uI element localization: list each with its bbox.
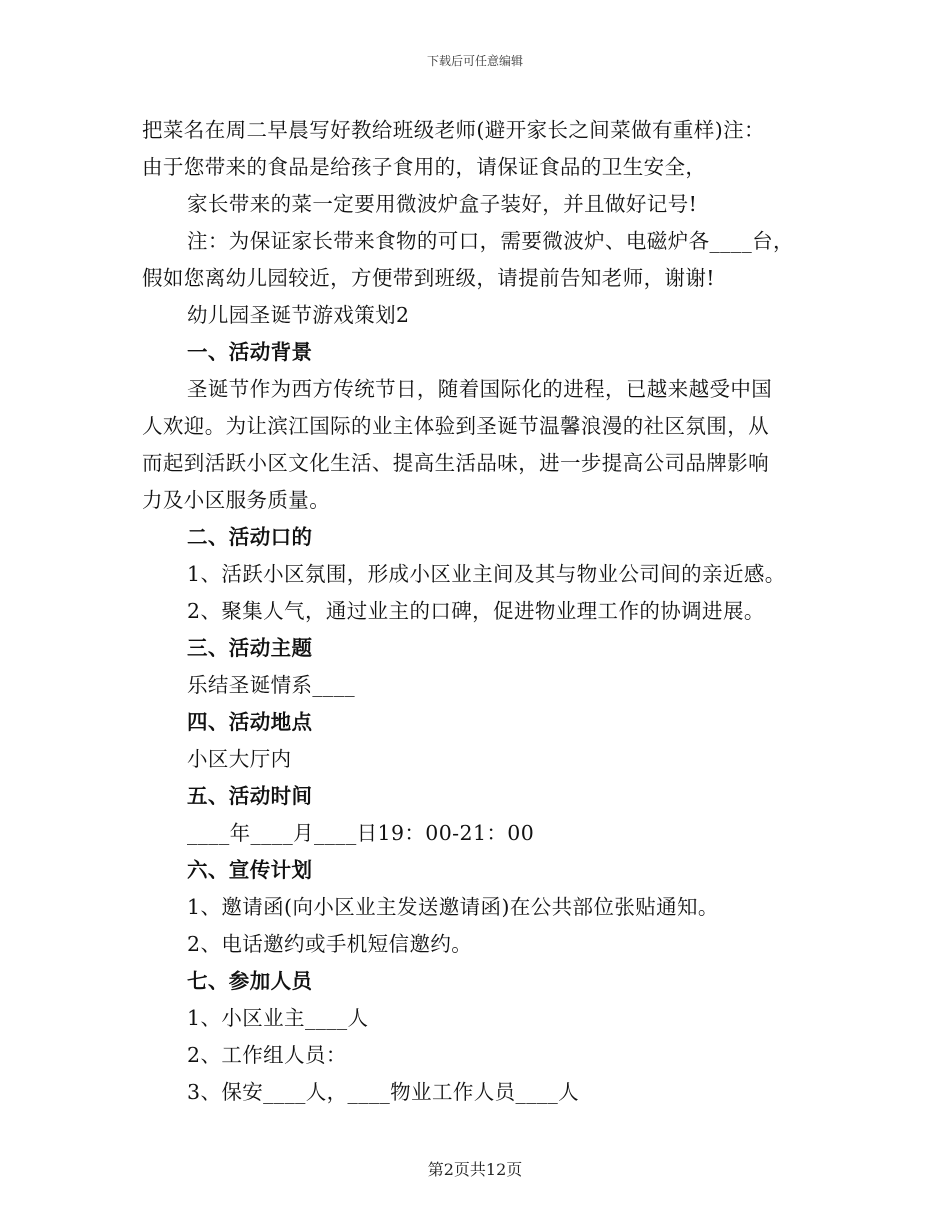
- document-body: [142, 112, 812, 1111]
- paragraph-line: 乐结圣诞情系____: [187, 673, 355, 697]
- paragraph-line: 由于您带来的食品是给孩子食用的，请保证食品的卫生安全，: [142, 155, 707, 179]
- section-heading: 四、活动地点: [187, 710, 313, 734]
- section-heading: 二、活动口的: [187, 525, 313, 549]
- section-heading: 三、活动主题: [187, 636, 313, 660]
- paragraph-line: 1、邀请函(向小区业主发送邀请函)在公共部位张贴通知。: [187, 895, 719, 919]
- paragraph-line: 把菜名在周二早晨写好教给班级老师(避开家长之间菜做有重样)注：: [142, 118, 765, 142]
- paragraph-line: 1、活跃小区氛围，形成小区业主间及其与物业公司间的亲近感。: [187, 562, 786, 586]
- paragraph-line: 2、工作组人员：: [187, 1043, 347, 1067]
- paragraph-line: 小区大厅内: [187, 747, 292, 771]
- paragraph-line: 3、保安____人，____物业工作人员____人: [187, 1080, 580, 1104]
- paragraph-line: 2、电话邀约或手机短信邀约。: [187, 932, 473, 956]
- section-heading: 七、参加人员: [187, 969, 313, 993]
- paragraph-line: 而起到活跃小区文化生活、提高生活品味，进一步提高公司品牌影响: [142, 451, 769, 475]
- paragraph-line: 力及小区服务质量。: [142, 488, 331, 512]
- paragraph-line: 家长带来的菜一定要用微波炉盒子装好，并且做好记号!: [187, 192, 698, 216]
- section-heading: 五、活动时间: [187, 784, 313, 808]
- paragraph-line: 假如您离幼儿园较近，方便带到班级，请提前告知老师，谢谢!: [142, 266, 715, 290]
- page-footer: 第2页共12页: [427, 1160, 523, 1179]
- paragraph-line: 注：为保证家长带来食物的可口，需要微波炉、电磁炉各____台，: [187, 229, 794, 253]
- paragraph-line: 1、小区业主____人: [187, 1006, 369, 1030]
- section-heading: 一、活动背景: [187, 340, 313, 364]
- paragraph-line: ____年____月____日19：00-21：00: [187, 821, 535, 845]
- section-heading: 六、宣传计划: [187, 858, 313, 882]
- paragraph-line: 幼儿园圣诞节游戏策划2: [187, 303, 410, 327]
- paragraph-line: 人欢迎。为让滨江国际的业主体验到圣诞节温馨浪漫的社区氛围，从: [142, 414, 769, 438]
- paragraph-line: 2、聚集人气，通过业主的口碑，促进物业理工作的协调进展。: [187, 599, 765, 623]
- paragraph-line: 圣诞节作为西方传统节日，随着国际化的进程，已越来越受中国: [187, 377, 773, 401]
- page-header: 下载后可任意编辑: [426, 54, 523, 68]
